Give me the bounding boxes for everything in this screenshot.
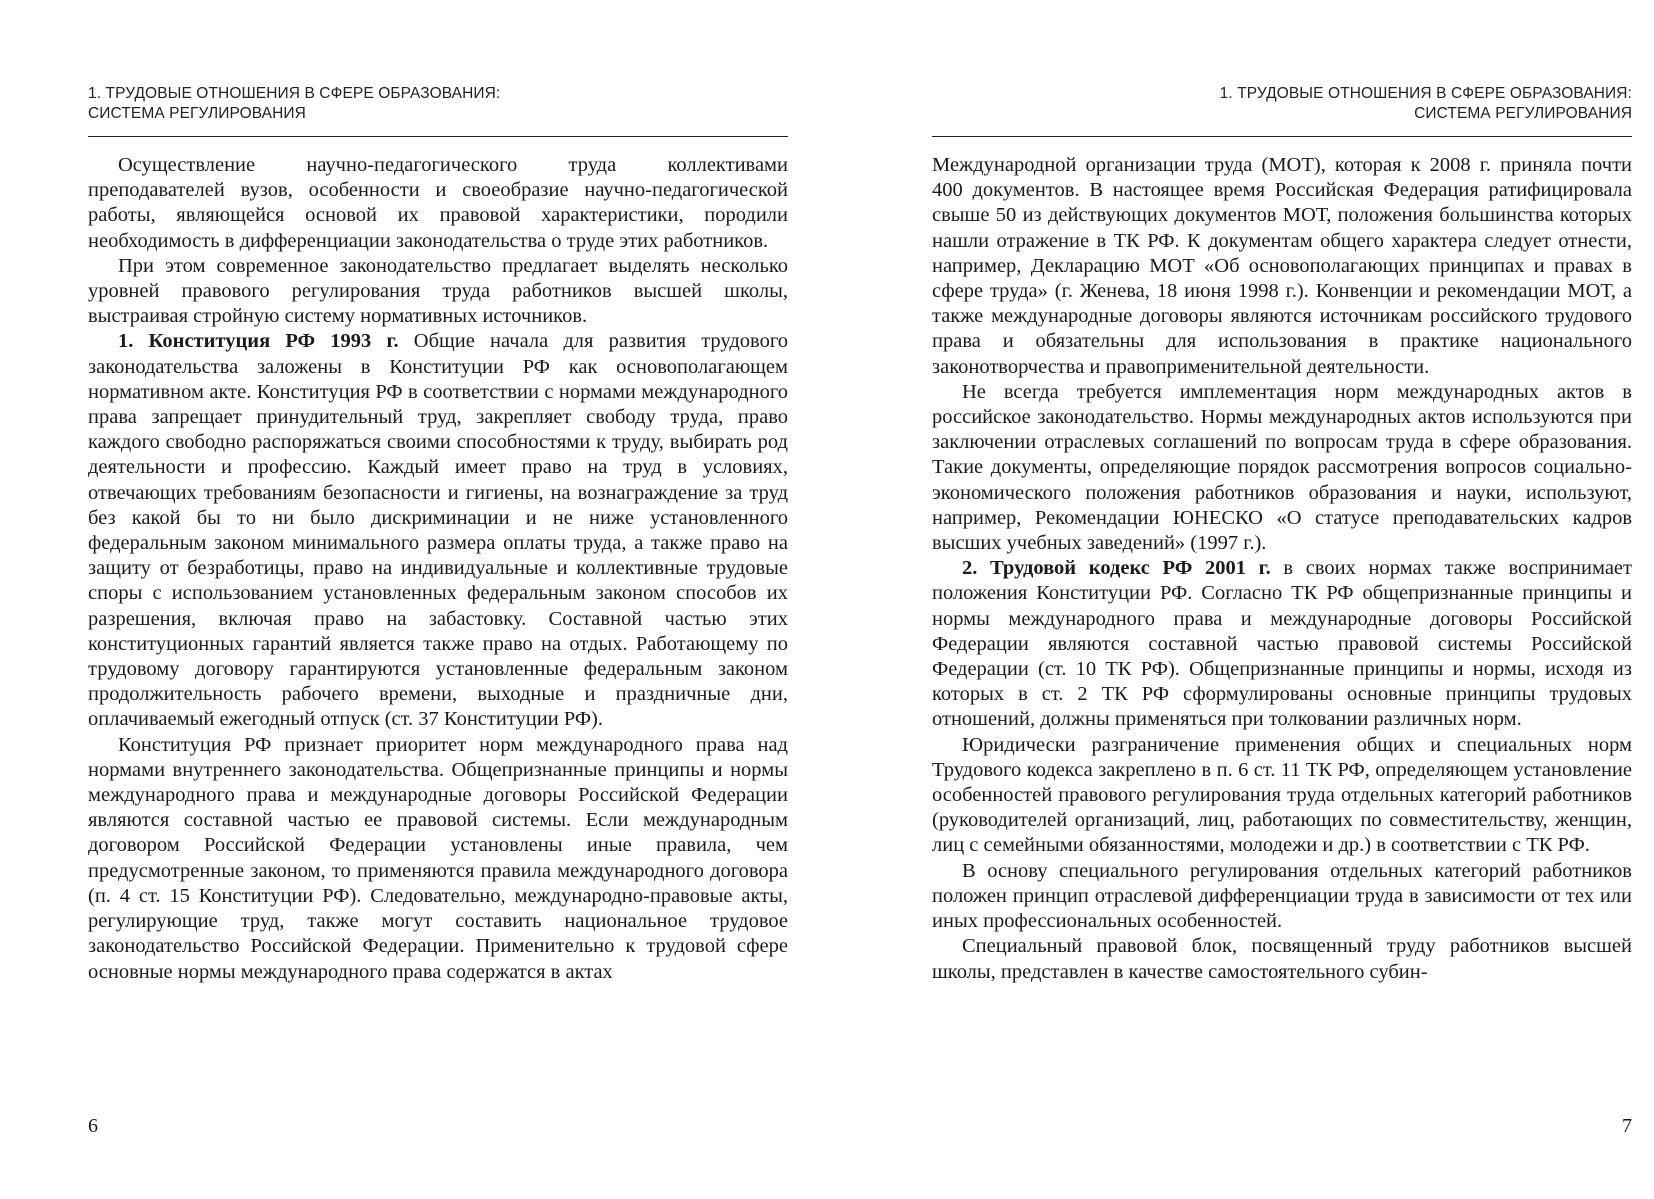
paragraph: Не всегда требуется имплементация норм международных актов в российское законодательство. Нормы международных актов используются при заключении отраслевых соглашений по вопросам труда в сфере образования. Такие документы, определяющие порядок рассмотрения вопросов социально-экономического положения работников образования и науки, используют, например, Рекомендации ЮНЕСКО «О статусе преподавательских кадров высших учебных заведений» (1997 г.). (932, 380, 1632, 555)
paragraph: В основу специального регулирования отдельных категорий работников положен принцип отраслевой дифференциации труда в зависимости от тех или иных профессиональных особенностей. (932, 859, 1632, 933)
running-header (88, 84, 788, 124)
paragraph: Юридически разграничение применения общих и специальных норм Трудового кодекса закреплено в п. 6 ст. 11 ТК РФ, определяющем установление особенностей правового регулирования труда отдельных категорий работников (руководителей организаций, лиц, работающих по совместительству, женщин, лиц с семейными обязанностями, молодежи и др.) в соответствии с ТК РФ. (932, 733, 1632, 857)
paragraph: Конституция РФ признает приоритет норм международного права над нормами внутреннего законодательства. Общепризнанные принципы и нормы международного права и международные договоры Российской Федерации являются составной частью ее правовой системы. Если международным договором Российской Федерации установлены иные правила, чем предусмотренные законом, то применяются правила международного договора (п. 4 ст. 15 Конституции РФ). Следовательно, международно-правовые акты, регулирующие труд, также могут составить национальное трудовое законодательство Российской Федерации. Применительно к трудовой сфере основные нормы международного права содержатся в актах (88, 733, 788, 983)
paragraph (932, 556, 1632, 732)
page-number: 7 (1622, 1115, 1632, 1137)
paragraph: Специальный правовой блок, посвященный труду работников высшей школы, представлен в качестве самостоятельного субин- (932, 935, 1632, 983)
body-text (932, 153, 1632, 985)
paragraph-text: в своих нормах также воспринимает положения Конституции РФ. Согласно ТК РФ общепризнанные принципы и нормы международного права и международные договоры Российской Федерации являются составной частью правовой системы Российской Федерации (ст. 10 ТК РФ). Общепризнанные принципы и нормы, исходя из которых в ст. 2 ТК РФ сформулированы основные принципы трудовых отношений, должны применяться при толковании различных норм. (932, 557, 1632, 731)
running-header-line-1: 1. ТРУДОВЫЕ ОТНОШЕНИЯ В СФЕРЕ ОБРАЗОВАНИЯ: (1219, 85, 1632, 102)
running-header-line-2: СИСТЕМА РЕГУЛИРОВАНИЯ (1414, 105, 1632, 122)
running-header-line-2: СИСТЕМА РЕГУЛИРОВАНИЯ (88, 105, 306, 122)
paragraph-text: Общие начала для развития трудового законодательства заложены в Конституции РФ как основополагающем нормативном акте. Конституция РФ в соответствии с нормами международного права запрещает принудительный труд, закрепляет свободу труда, право каждого свободно распоряжаться своими способностями к труду, выбирать род деятельности и профессию. Каждый имеет право на труд в условиях, отвечающих требованиям безопасности и гигиены, на вознаграждение за труд без какой бы то ни было дискриминации и не ниже установленного федеральным законом минимального размера оплаты труда, а также право на защиту от безработицы, право на индивидуальные и коллективные трудовые споры с использованием установленных федеральным законом способов их разрешения, включая право на забастовку. Составной частью этих конституционных гарантий является также право на отдых. Работающему по трудовому договору гарантируются установленные федеральным законом продолжительность рабочего времени, выходные и праздничные дни, оплачиваемый ежегодный отпуск (ст. 37 Конституции РФ). (88, 330, 788, 731)
page-number: 6 (88, 1115, 98, 1137)
running-header-line-1: 1. ТРУДОВЫЕ ОТНОШЕНИЯ В СФЕРЕ ОБРАЗОВАНИЯ: (88, 85, 501, 102)
paragraph: Осуществление научно-педагогического труда коллективами преподавателей вузов, особенности и своеобразие научно-педагогической работы, являющейся основой их правовой характеристики, породили необходимость в дифференциации законодательства о труде этих работников. (88, 154, 788, 252)
section-heading-labor-code: 2. Трудовой кодекс РФ 2001 г. (962, 557, 1271, 580)
paragraph: Международной организации труда (МОТ), которая к 2008 г. приняла почти 400 документов. В настоящее время Российская Федерация ратифицировала свыше 50 из действующих документов МОТ, положения большинства которых нашли отражение в ТК РФ. К документам общего характера следует отнести, например, Декларацию МОТ «Об основополагающих принципах и правах в сфере труда» (г. Женева, 18 июня 1998 г.). Конвенции и рекомендации МОТ, а также международные договоры являются источникам российского трудового права и обязательны для использования в практике национального законотворчества и правоприменительной деятельности. (932, 154, 1632, 378)
body-text (88, 153, 788, 985)
running-header (932, 84, 1632, 124)
right-page (932, 0, 1632, 1199)
header-rule (932, 136, 1632, 137)
section-heading-constitution: 1. Конституция РФ 1993 г. (118, 330, 399, 353)
header-rule (88, 136, 788, 137)
left-page (88, 0, 788, 1199)
paragraph: При этом современное законодательство предлагает выделять несколько уровней правового регулирования труда работников высшей школы, выстраивая стройную систему нормативных источников. (88, 254, 788, 328)
paragraph (88, 329, 788, 732)
